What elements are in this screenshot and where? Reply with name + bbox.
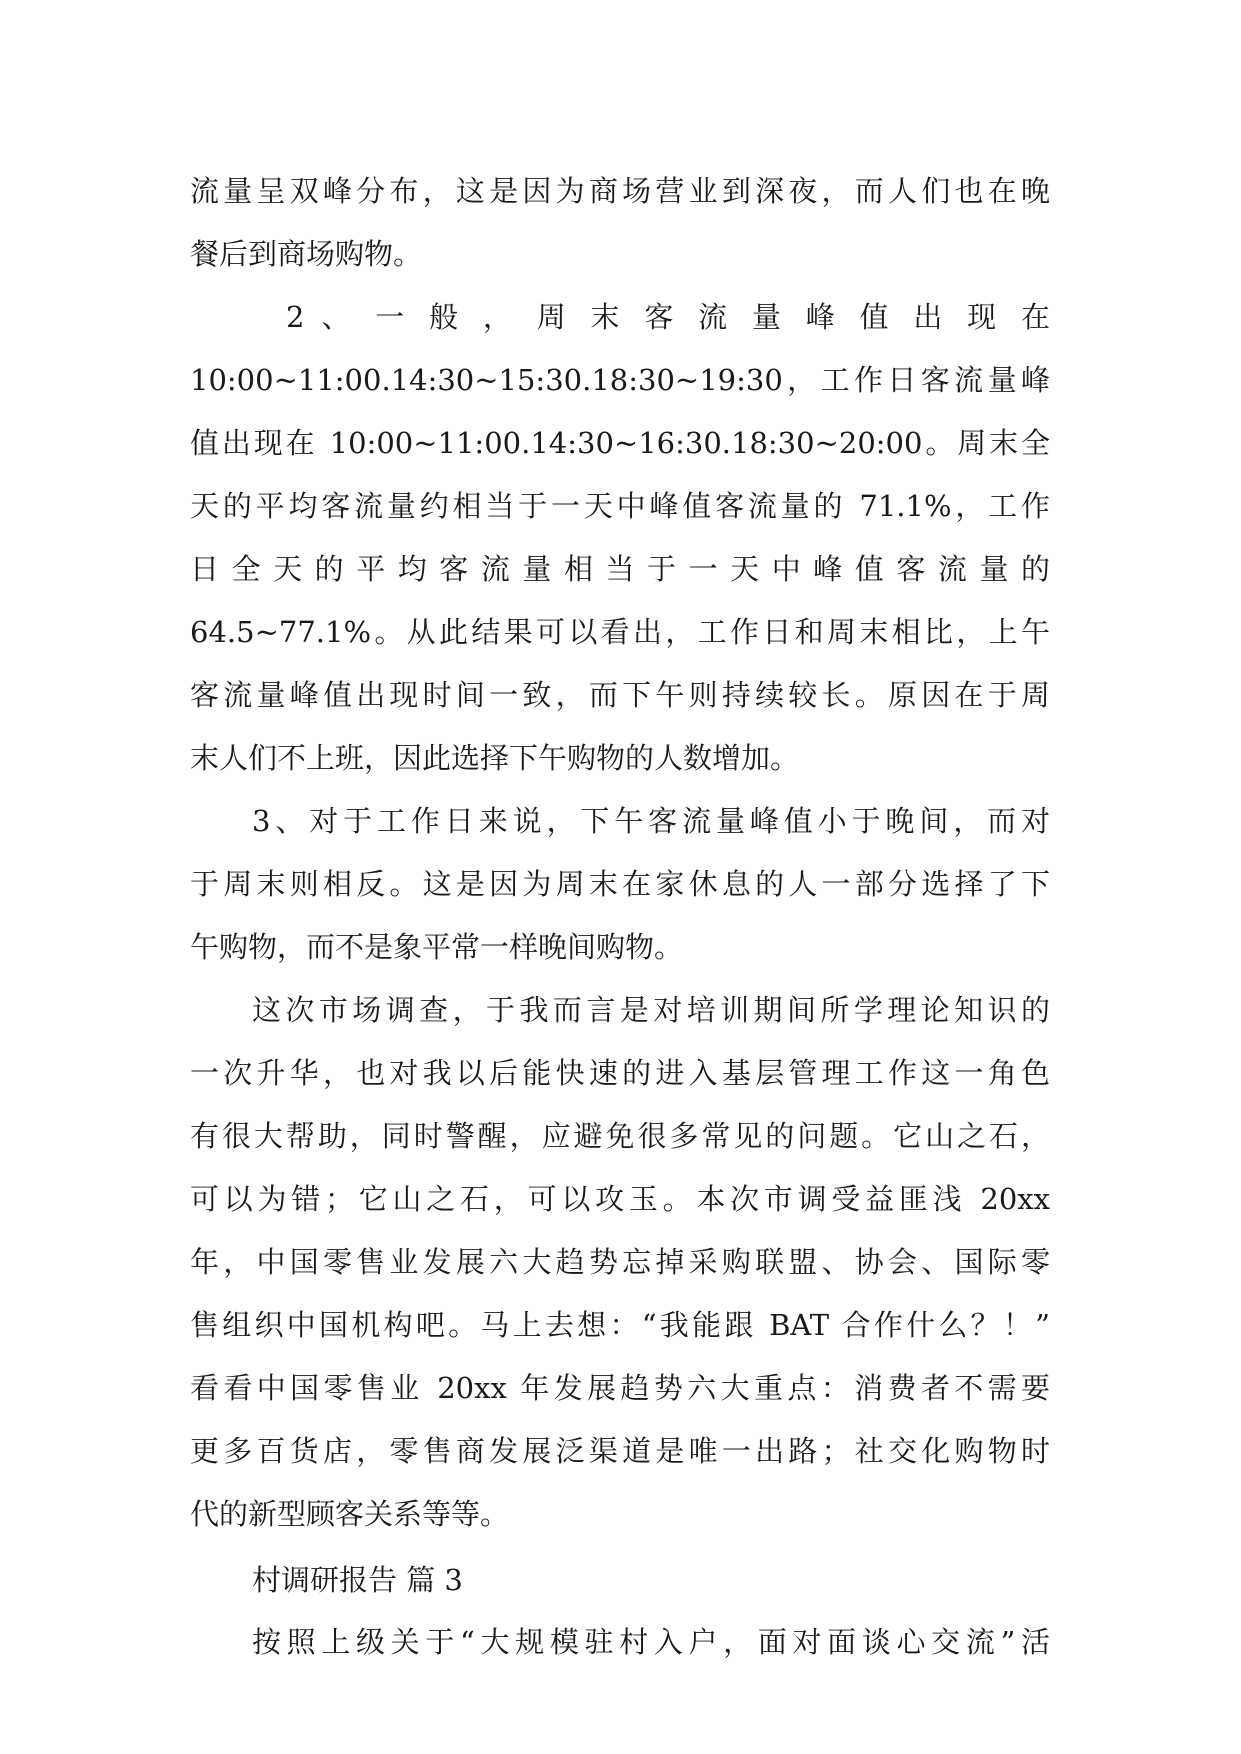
paragraph-line: 看看中国零售业 20xx 年发展趋势六大重点：消费者不需要 <box>190 1371 1050 1405</box>
paragraph-line: 末人们不上班，因此选择下午购物的人数增加。 <box>190 741 800 775</box>
paragraph-line: 日 全 天 的 平 均 客 流 量 相 当 于 一 天 中 峰 值 客 流 量 的 <box>190 552 1050 586</box>
paragraph-line: 一次升华，也对我以后能快速的进入基层管理工作这一角色 <box>190 1056 1050 1090</box>
paragraph-line: 3、对于工作日来说，下午客流量峰值小于晚间，而对 <box>252 804 1050 838</box>
section-title: 村调研报告 篇 3 <box>252 1563 463 1597</box>
paragraph-line: 有很大帮助，同时警醒，应避免很多常见的问题。它山之石， <box>190 1119 1050 1153</box>
paragraph-line: 午购物，而不是象平常一样晚间购物。 <box>190 930 684 964</box>
paragraph-line: 值出现在 10:00~11:00.14:30~16:30.18:30~20:00。周末全 <box>190 426 1050 460</box>
paragraph-line: 流量呈双峰分布，这是因为商场营业到深夜，而人们也在晚 <box>190 174 1050 208</box>
paragraph-line: 10:00~11:00.14:30~15:30.18:30~19:30，工作日客流量峰 <box>190 363 1050 397</box>
paragraph-line: 按照上级关于“大规模驻村入户，面对面谈心交流”活 <box>252 1625 1050 1659</box>
paragraph-line: 这次市场调查，于我而言是对培训期间所学理论知识的 <box>252 993 1050 1027</box>
paragraph-line: 更多百货店，零售商发展泛渠道是唯一出路；社交化购物时 <box>190 1434 1050 1468</box>
paragraph-line: 客流量峰值出现时间一致，而下午则持续较长。原因在于周 <box>190 678 1050 712</box>
paragraph-line: 64.5~77.1%。从此结果可以看出，工作日和周末相比，上午 <box>190 615 1050 649</box>
paragraph-line: 可以为错；它山之石，可以攻玉。本次市调受益匪浅 20xx <box>190 1182 1050 1216</box>
paragraph-line: 代的新型顾客关系等等。 <box>190 1497 510 1531</box>
paragraph-line: 于周末则相反。这是因为周末在家休息的人一部分选择了下 <box>190 867 1050 901</box>
document-body <box>190 160 1050 1674</box>
paragraph-line: 2 、 一 般 ， 周 末 客 流 量 峰 值 出 现 在 <box>286 300 1050 334</box>
paragraph-line: 年，中国零售业发展六大趋势忘掉采购联盟、协会、国际零 <box>190 1245 1050 1279</box>
paragraph-line: 售组织中国机构吧。马上去想：“我能跟 BAT 合作什么？！” <box>190 1308 1050 1342</box>
paragraph-line: 餐后到商场购物。 <box>190 237 423 271</box>
paragraph-line: 天的平均客流量约相当于一天中峰值客流量的 71.1%，工作 <box>190 489 1050 523</box>
